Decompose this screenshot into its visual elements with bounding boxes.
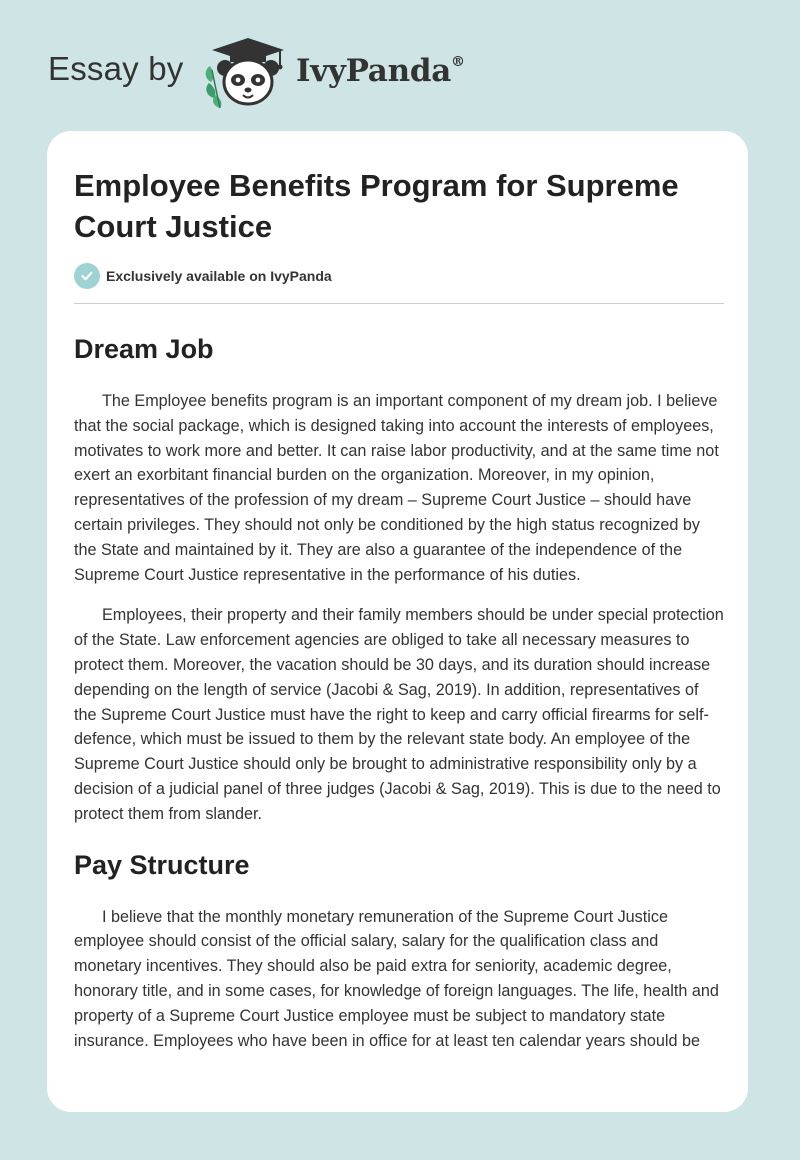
essay-card bbox=[47, 131, 748, 1112]
brand-name-text: IvyPanda bbox=[296, 53, 451, 89]
section-heading-pay-structure: Pay Structure bbox=[74, 849, 250, 880]
trademark-symbol: ® bbox=[451, 53, 465, 70]
essay-body bbox=[74, 321, 724, 1053]
site-header bbox=[0, 0, 800, 130]
paragraph: The Employee benefits program is an important component of my dream job. I believe that the social package, which is designed taking into account the interests of employees, motivates to work more and better. It can raise labor productivity, and at the same time not exert an exorbitant financial burden on the organization. Moreover, in my opinion, representatives of the profession of my dream – Supreme Court Justice – should have certain privileges. They should not only be conditioned by the high status recognized by the State and maintained by it. They are also a guarantee of the independence of the Supreme Court Justice representative in the performance of his duties. bbox=[74, 392, 719, 584]
panda-graduate-icon[interactable] bbox=[200, 34, 296, 110]
essay-by-label: Essay by bbox=[48, 50, 184, 87]
section-heading-dream-job: Dream Job bbox=[74, 334, 214, 364]
title-divider bbox=[74, 303, 724, 304]
brand-logo[interactable] bbox=[296, 53, 465, 89]
paragraph: Employees, their property and their family members should be under special protection of the State. Law enforcement agencies are obliged to take all necessary measures to protect them. Moreover, the vacation should be 30 days, and its duration should increase depending on the length of service (Jacobi & Sag, 2019). In addition, representatives of the Supreme Court Justice must have the right to keep and carry official firearms for self-defence, which must be issued to them by the relevant state body. An employee of the Supreme Court Justice should only be brought to administrative responsibility only by a decision of a judicial panel of three judges (Jacobi & Sag, 2019). This is due to the need to protect them from slander. bbox=[74, 606, 724, 823]
exclusive-badge bbox=[74, 263, 332, 289]
page-title: Employee Benefits Program for Supreme Court Justice bbox=[74, 168, 679, 244]
paragraph: I believe that the monthly monetary remuneration of the Supreme Court Justice employee should consist of the official salary, salary for the qualification class and monetary incentives. They should also be paid extra for seniority, academic degree, honorary title, and in some cases, for knowledge of foreign languages. The life, health and property of a Supreme Court Justice employee must be subject to mandatory state insurance. Employees who have been in office for at least ten calendar years should be bbox=[74, 907, 719, 1050]
check-circle-icon bbox=[74, 263, 100, 289]
exclusive-badge-text: Exclusively available on IvyPanda bbox=[106, 268, 332, 284]
